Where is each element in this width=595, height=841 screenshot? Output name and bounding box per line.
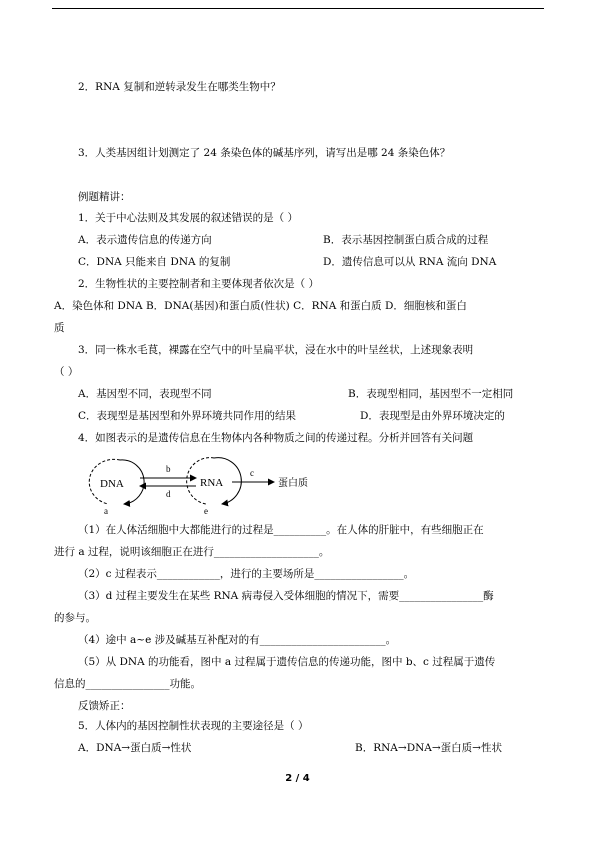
example-4-sub5: （5）从 DNA 的功能看，图中 a 过程属于遗传信息的传递功能，图中 b、c 过程属于遗传 <box>78 656 496 668</box>
example-3-option-b: B．表现型相同，基因型不一定相同 <box>348 388 514 400</box>
example-2-stem: 2．生物性状的主要控制者和主要体现者依次是（ ） <box>78 278 320 290</box>
label-c: c <box>250 468 254 478</box>
example-1-option-a: A．表示遗传信息的传递方向 <box>78 234 212 246</box>
page-number: 2 / 4 <box>285 773 310 784</box>
label-b: b <box>166 464 171 474</box>
example-4-stem: 4．如图表示的是遗传信息在生物体内各种物质之间的传递过程。分析并回答有关问题 <box>78 432 474 444</box>
feedback-5-stem: 5．人体内的基因控制性状表现的主要途径是（ ） <box>78 720 309 732</box>
example-3-stem: 3．同一株水毛茛，裸露在空气中的叶呈扁平状，浸在水中的叶呈丝状，上述现象表明 <box>78 344 474 356</box>
node-protein: 蛋白质 <box>278 478 308 489</box>
feedback-5-option-a: A．DNA→蛋白质→性状 <box>78 742 192 754</box>
label-e: e <box>204 506 208 516</box>
example-3-stem-cont: （ ） <box>54 366 79 378</box>
label-a: a <box>104 506 108 516</box>
label-d: d <box>166 489 171 499</box>
example-1-option-d: D．遗传信息可以从 RNA 流向 DNA <box>323 256 497 268</box>
example-2-options-cont: 质 <box>54 322 65 334</box>
example-3-option-d: D．表现型是由外界环境决定的 <box>360 410 505 422</box>
central-dogma-diagram <box>86 454 326 516</box>
example-4-sub3-cont: 的参与。 <box>54 612 96 624</box>
example-4-sub1: （1）在人体活细胞中大都能进行的过程是__________。在人体的肝脏中，有些细胞正在 <box>78 524 484 536</box>
example-4-sub3: （3）d 过程主要发生在某些 RNA 病毒侵入受体细胞的情况下，需要________________酶 <box>78 590 494 602</box>
node-rna: RNA <box>200 477 224 489</box>
example-4-sub2: （2）c 过程表示____________，进行的主要场所是_________________。 <box>78 568 415 580</box>
example-3-option-c: C．表现型是基因型和外界环境共同作用的结果 <box>78 410 297 422</box>
example-1-stem: 1．关于中心法则及其发展的叙述错误的是（ ） <box>78 212 299 224</box>
feedback-5-option-b: B．RNA→DNA→蛋白质→性状 <box>355 742 502 754</box>
question-2: 2．RNA 复制和逆转录发生在哪类生物中？ <box>78 81 281 93</box>
feedback-heading: 反馈矫正： <box>78 700 131 712</box>
node-dna: DNA <box>100 478 124 490</box>
example-4-sub5-cont: 信息的________________功能。 <box>54 678 201 690</box>
example-1-option-b: B．表示基因控制蛋白质合成的过程 <box>323 234 489 246</box>
example-2-options: A．染色体和 DNA B．DNA(基因)和蛋白质(性状) C．RNA 和蛋白质 D．细胞核和蛋白 <box>54 300 467 312</box>
question-3: 3．人类基因组计划测定了 24 条染色体的碱基序列，请写出是哪 24 条染色体？ <box>78 147 451 159</box>
example-4-sub1-cont: 进行 a 过程，说明该细胞正在进行____________________。 <box>54 546 330 558</box>
examples-heading: 例题精讲： <box>78 191 131 203</box>
example-1-option-c: C．DNA 只能来自 DNA 的复制 <box>78 256 231 268</box>
example-4-sub4: （4）途中 a~e 涉及碱基互补配对的有________________________。 <box>78 634 397 646</box>
example-3-option-a: A．基因型不同，表现型不同 <box>78 388 212 400</box>
header-rule <box>52 8 544 9</box>
